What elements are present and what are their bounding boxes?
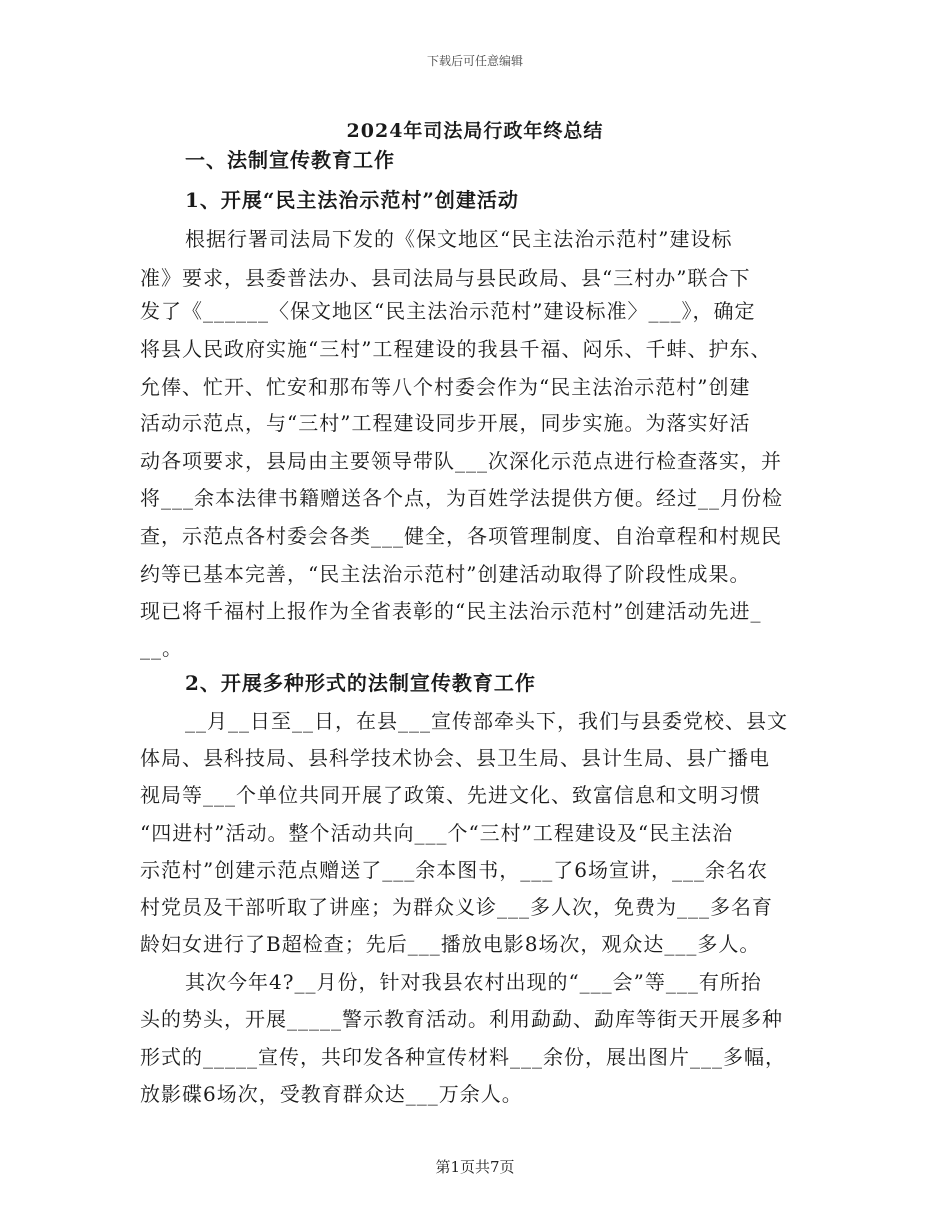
paragraph-line: __月__日至__日，在县___宣传部牵头下，我们与县委党校、县文 <box>185 709 788 733</box>
paragraph-line: __。 <box>140 636 183 660</box>
paragraph-line: 约等已基本完善，“民主法治示范村”创建活动取得了阶段性成果。 <box>140 562 751 586</box>
page-indicator: 第1页共7页 <box>435 1158 515 1176</box>
paragraph-line: 放影碟6场次，受教育群众达___万余人。 <box>140 1082 523 1106</box>
paragraph-line: 头的势头，开展_____警示教育活动。利用勐勐、勐库等街天开展多种 <box>140 1007 783 1031</box>
paragraph-line: 允俸、忙开、忙安和那布等八个村委会作为“民主法治示范村”创建 <box>140 375 751 399</box>
subsection-heading-2: 2、开展多种形式的法制宣传教育工作 <box>185 671 536 695</box>
paragraph-line: 活动示范点，与“三村”工程建设同步开展，同步实施。为落实好活 <box>140 411 751 435</box>
paragraph-line: 其次今年4?__月份，针对我县农村出现的“___会”等___有所抬 <box>185 970 762 994</box>
section-heading-1: 一、法制宣传教育工作 <box>185 148 395 172</box>
paragraph-line: “四进村”活动。整个活动共向___个“三村”工程建设及“民主法治 <box>140 821 734 845</box>
paragraph-line: 现已将千福村上报作为全省表彰的“民主法治示范村”创建活动先进_ <box>140 599 762 623</box>
paragraph-line: 根据行署司法局下发的《保文地区“民主法治示范村”建设标 <box>185 227 733 251</box>
paragraph-line: 龄妇女进行了B超检查；先后___播放电影8场次，观众达___多人。 <box>140 932 761 956</box>
paragraph-line: 形式的_____宣传，共印发各种宣传材料___余份，展出图片___多幅， <box>140 1045 786 1069</box>
paragraph-line: 示范村”创建示范点赠送了___余本图书，___了6场宣讲，___余名农 <box>140 858 768 882</box>
paragraph-line: 村党员及干部听取了讲座；为群众义诊___多人次，免费为___多名育 <box>140 895 773 919</box>
paragraph-line: 动各项要求，县局由主要领导带队___次深化示范点进行检查落实，并 <box>140 449 782 473</box>
paragraph-line: 将县人民政府实施“三村”工程建设的我县千福、闷乐、千蚌、护东、 <box>140 337 772 361</box>
document-title: 2024年司法局行政年终总结 <box>346 120 604 142</box>
subsection-heading-1: 1、开展“民主法治示范村”创建活动 <box>185 188 519 212</box>
paragraph-line: 查，示范点各村委会各类___健全，各项管理制度、自治章程和村规民 <box>140 524 782 548</box>
paragraph-line: 准》要求，县委普法办、县司法局与县民政局、县“三村办”联合下 <box>140 266 751 290</box>
paragraph-line: 视局等___个单位共同开展了政策、先进文化、致富信息和文明习惯 <box>140 783 761 807</box>
paragraph-line: 将___余本法律书籍赠送各个点，为百姓学法提供方便。经过__月份检 <box>140 486 783 510</box>
download-note: 下载后可任意编辑 <box>426 54 523 68</box>
paragraph-line: 发了《______〈保文地区“民主法治示范村”建设标准〉___》，确定 <box>140 299 756 323</box>
paragraph-line: 体局、县科技局、县科学技术协会、县卫生局、县计生局、县广播电 <box>140 746 770 770</box>
